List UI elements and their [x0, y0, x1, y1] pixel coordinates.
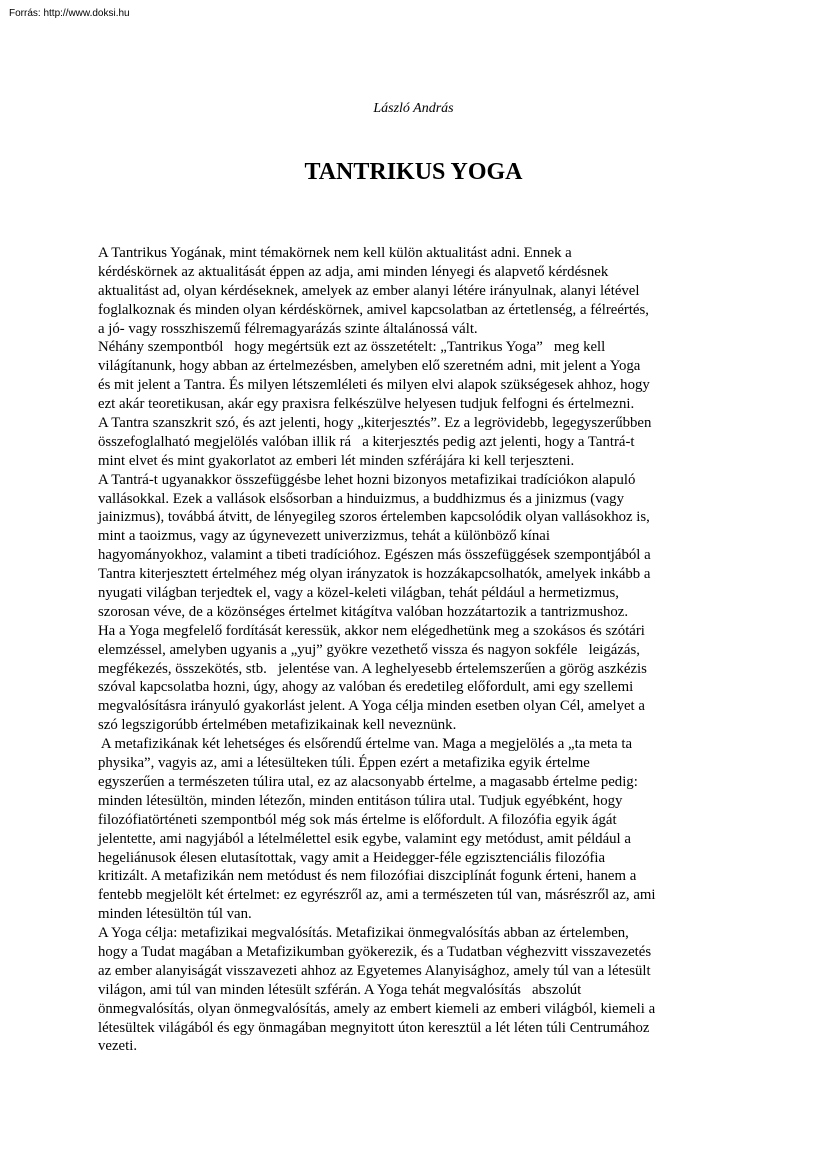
body-line: világítanunk, hogy abban az értelmezésben, amelyben elő szeretném adni, mit jelent a Yoga [98, 358, 641, 375]
body-line: hagyományokhoz, valamint a tibeti tradícióhoz. Egészen más összefüggések szempontjából a [98, 547, 651, 564]
body-line: szó legszigorúbb értelmében metafizikainak kell neveznünk. [98, 717, 457, 734]
body-line: önmegvalósítás, olyan önmegvalósítás, amely az embert kiemeli az emberi világból, kiemeli a [98, 1000, 656, 1017]
body-line: mint elvet és mint gyakorlatot az emberi lét minden szférájára ki kell terjeszteni. [98, 452, 575, 469]
body-line: megfékezés, összekötés, stb. jelentése van. A leghelyesebb értelemszerűen a görög aszkézis [98, 660, 647, 677]
author-name: László András [373, 101, 454, 116]
source-note: Forrás: http://www.doksi.hu [9, 8, 130, 19]
body-line: összefoglalható megjelölés valóban illik rá a kiterjesztés pedig azt jelenti, hogy a Tantrá-t [98, 433, 635, 450]
body-line: hogy a Tudat magában a Metafizikumban gyökerezik, és a Tudatban véghezvitt visszavezetés [98, 943, 652, 960]
body-line: A metafizikának két lehetséges és elsőrendű értelme van. Maga a megjelölés a „ta meta ta [98, 736, 633, 753]
body-line: physika”, vagyis az, ami a létesülteken túli. Éppen ezért a metafizika egyik értelme [98, 755, 590, 772]
body-line: mint a taoizmus, vagy az úgynevezett univerzizmus, tehát a különböző kínai [98, 528, 550, 545]
body-line: megvalósításra irányuló gyakorlást jelent. A Yoga célja minden esetben olyan Cél, amelyet a [98, 698, 645, 715]
body-line: A Tantra szanszkrit szó, és azt jelenti, hogy „kiterjesztés”. Ez a legrövidebb, legegyszerűbben [98, 415, 652, 432]
body-line: kritizált. A metafizikán nem metódust és nem filozófiai diszciplínát fogunk érteni, hanem a [98, 868, 637, 885]
body-line: szorosan véve, de a közönséges értelmet kitágítva valóban hozzátartozik a tantrizmushoz. [98, 603, 629, 620]
body-line: fentebb megjelölt két értelmet: ez egyrészről az, ami a természeten túl van, másrészről az, ami [98, 887, 656, 904]
body-line: jelentette, ami nagyjából a lételmélettel esik egybe, valamint egy metódust, amit például a [98, 830, 631, 847]
document-title: TANTRIKUS YOGA [304, 159, 523, 185]
body-line: Tantra kiterjesztett értelméhez még olyan irányzatok is hozzákapcsolhatók, amelyek inkább a [98, 566, 651, 583]
body-line: elemzéssel, amelyben ugyanis a „yuj” gyökre vezethető vissza és nagyon sokféle leigázás, [98, 641, 640, 658]
body-line: vallásokkal. Ezek a vallások elsősorban a hinduizmus, a buddhizmus és a jinizmus (vagy [98, 490, 624, 507]
body-line: létesültek világából és egy önmagában megnyitott úton keresztül a lét léten túli Centrumához [98, 1019, 650, 1036]
body-line: az ember alanyiságát visszavezeti ahhoz az Egyetemes Alanyisághoz, amely túl van a létesült [98, 962, 651, 979]
body-line: vezeti. [98, 1038, 138, 1055]
body-line: hegeliánusok élesen elutasítottak, vagy amit a Heidegger-féle egzisztenciális filozófia [98, 849, 606, 866]
body-line: egyszerűen a természeten túlira utal, ez az alacsonyabb értelme, a magasabb értelme pedig: [98, 773, 638, 790]
body-line: filozófiatörténeti szempontból még sok más értelme is előfordult. A filozófia egyik ágát [98, 811, 617, 828]
body-line: A Yoga célja: metafizikai megvalósítás. Metafizikai önmegvalósítás abban az értelemben, [98, 925, 629, 942]
body-line: ezt akár teoretikusan, akár egy praxisra felkészülve helyesen tudjuk felfogni és értelmezni. [98, 396, 635, 413]
body-line: A Tantrá-t ugyanakkor összefüggésbe lehet hozni bizonyos metafizikai tradíciókon alapuló [98, 471, 636, 488]
body-line: Ha a Yoga megfelelő fordítását keressük, akkor nem elégedhetünk meg a szokásos és szótári [98, 622, 645, 639]
body-line: A Tantrikus Yogának, mint témakörnek nem kell külön aktualitást adni. Ennek a [98, 245, 572, 261]
body-line: minden létesültön túl van. [98, 906, 252, 923]
body-line: minden létesültön, minden létezőn, minden entitáson túlira utal. Tudjuk egyébként, hogy [98, 792, 623, 809]
body-line: nyugati világban terjedtek el, vagy a közel-keleti világban, tehát például a hermetizmus, [98, 585, 619, 602]
body-line: és mit jelent a Tantra. És milyen létszemléleti és milyen elvi alapok szükségesek ahhoz, hogy [98, 377, 650, 394]
body-line: világon, ami túl van minden létesült szférán. A Yoga tehát megvalósítás abszolút [98, 981, 582, 998]
body-line: szóval kapcsolatba hozni, úgy, ahogy az valóban és eredetileg előfordult, ami egy szellemi [98, 679, 634, 696]
body-line: aktualitást ad, olyan kérdéseknek, amelyek az ember alanyi létére irányulnak, alanyi létével [98, 282, 640, 299]
body-line: a jó- vagy rosszhiszemű félremagyarázás szinte általánossá vált. [98, 320, 478, 337]
document-body [98, 244, 738, 1056]
body-line: Néhány szempontból hogy megértsük ezt az összetételt: „Tantrikus Yoga” meg kell [98, 339, 606, 356]
body-line: jainizmus), továbbá átvitt, de lényegileg szoros értelemben kapcsolódik olyan vallásokhoz is, [98, 509, 650, 526]
body-line: kérdéskörnek az aktualitását éppen az adja, ami minden lényegi és alapvető kérdésnek [98, 263, 609, 280]
body-line: foglalkoznak és minden olyan kérdéskörnek, amivel kapcsolatban az értetlenség, a félreértés, [98, 301, 649, 318]
